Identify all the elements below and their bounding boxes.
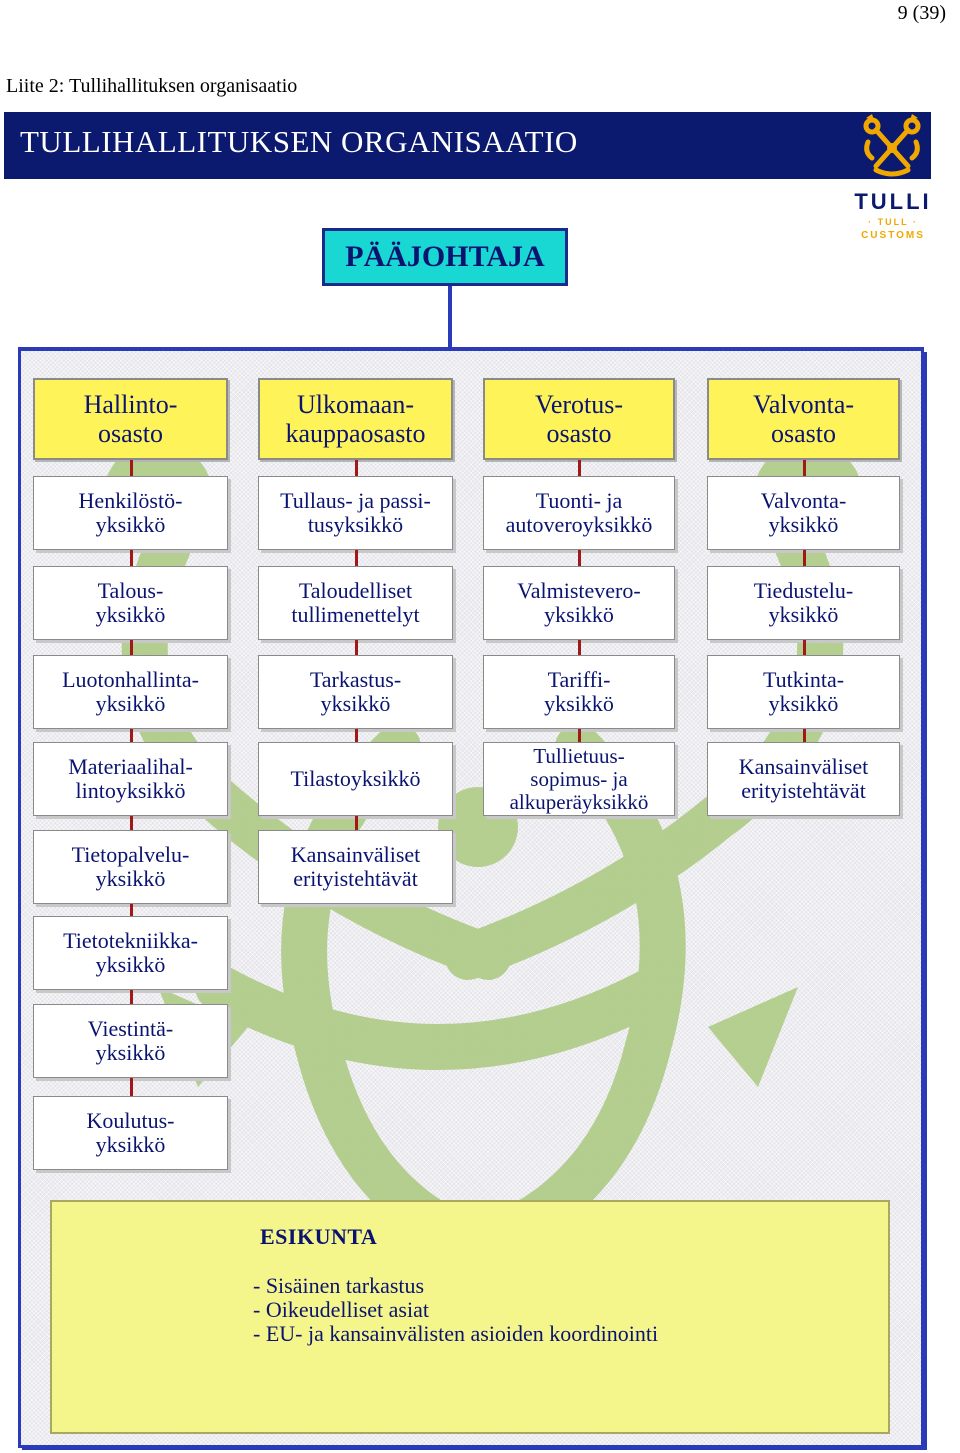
appendix-title: Liite 2: Tullihallituksen organisaatio [6,75,298,97]
staff-office-box [50,1200,890,1434]
connector-line [803,460,806,476]
unit-box: Koulutus- yksikkö [33,1096,228,1170]
connector-line [130,640,133,655]
unit-box: Henkilöstö- yksikkö [33,476,228,550]
unit-box: Taloudelliset tullimenettelyt [258,566,453,640]
unit-box: Kansainväliset erityistehtävät [258,830,453,904]
unit-box: Tarkastus- yksikkö [258,655,453,729]
staff-item: - Sisäinen tarkastus [253,1273,425,1298]
unit-box: Materiaalihal- lintoyksikkö [33,742,228,816]
logo-subtitle: · TULL · [868,217,918,227]
connector-line [355,729,358,742]
connector-line [130,990,133,1004]
page-number: 9 (39) [897,2,946,24]
connector-line [578,460,581,476]
connector-line [355,550,358,566]
unit-box: Tullietuus- sopimus- ja alkuperäyksikkö [483,742,675,816]
logo-name: TULLI [854,189,932,214]
connector-line [130,550,133,566]
connector-line [130,904,133,916]
staff-item: - EU- ja kansainvälisten asioiden koordinointi [253,1321,659,1346]
staff-title: ESIKUNTA [260,1224,378,1249]
unit-box: Tariffi- yksikkö [483,655,675,729]
connector-line [130,460,133,476]
unit-box: Tiedustelu- yksikkö [707,566,900,640]
connector-line [355,460,358,476]
unit-box: Talous- yksikkö [33,566,228,640]
unit-box: Tuonti- ja autoveroyksikkö [483,476,675,550]
banner-title: TULLIHALLITUKSEN ORGANISAATIO [20,124,578,159]
tulli-emblem-icon [846,112,940,252]
connector-line [355,816,358,830]
unit-box: Tullaus- ja passi- tusyksikkö [258,476,453,550]
department-box: Valvonta- osasto [707,378,900,460]
connector-line [803,729,806,742]
connector-line [355,640,358,655]
director-connector [448,286,452,350]
connector-line [578,550,581,566]
department-box: Verotus- osasto [483,378,675,460]
director-box: PÄÄJOHTAJA [322,228,568,286]
connector-line [130,1078,133,1096]
unit-box: Tutkinta- yksikkö [707,655,900,729]
logo-subtitle-customs: CUSTOMS [861,230,925,241]
unit-box: Tilastoyksikkö [258,742,453,816]
unit-box: Valvonta- yksikkö [707,476,900,550]
unit-box: Viestintä- yksikkö [33,1004,228,1078]
unit-box: Luotonhallinta- yksikkö [33,655,228,729]
connector-line [578,640,581,655]
tulli-logo [846,112,940,252]
title-banner [4,112,931,179]
connector-line [803,640,806,655]
connector-line [130,816,133,830]
department-box: Hallinto- osasto [33,378,228,460]
unit-box: Tietopalvelu- yksikkö [33,830,228,904]
connector-line [578,729,581,742]
department-box: Ulkomaan- kauppaosasto [258,378,453,460]
connector-line [130,729,133,742]
unit-box: Kansainväliset erityistehtävät [707,742,900,816]
unit-box: Valmistevero- yksikkö [483,566,675,640]
staff-item: - Oikeudelliset asiat [253,1297,429,1322]
connector-line [803,550,806,566]
unit-box: Tietotekniikka- yksikkö [33,916,228,990]
